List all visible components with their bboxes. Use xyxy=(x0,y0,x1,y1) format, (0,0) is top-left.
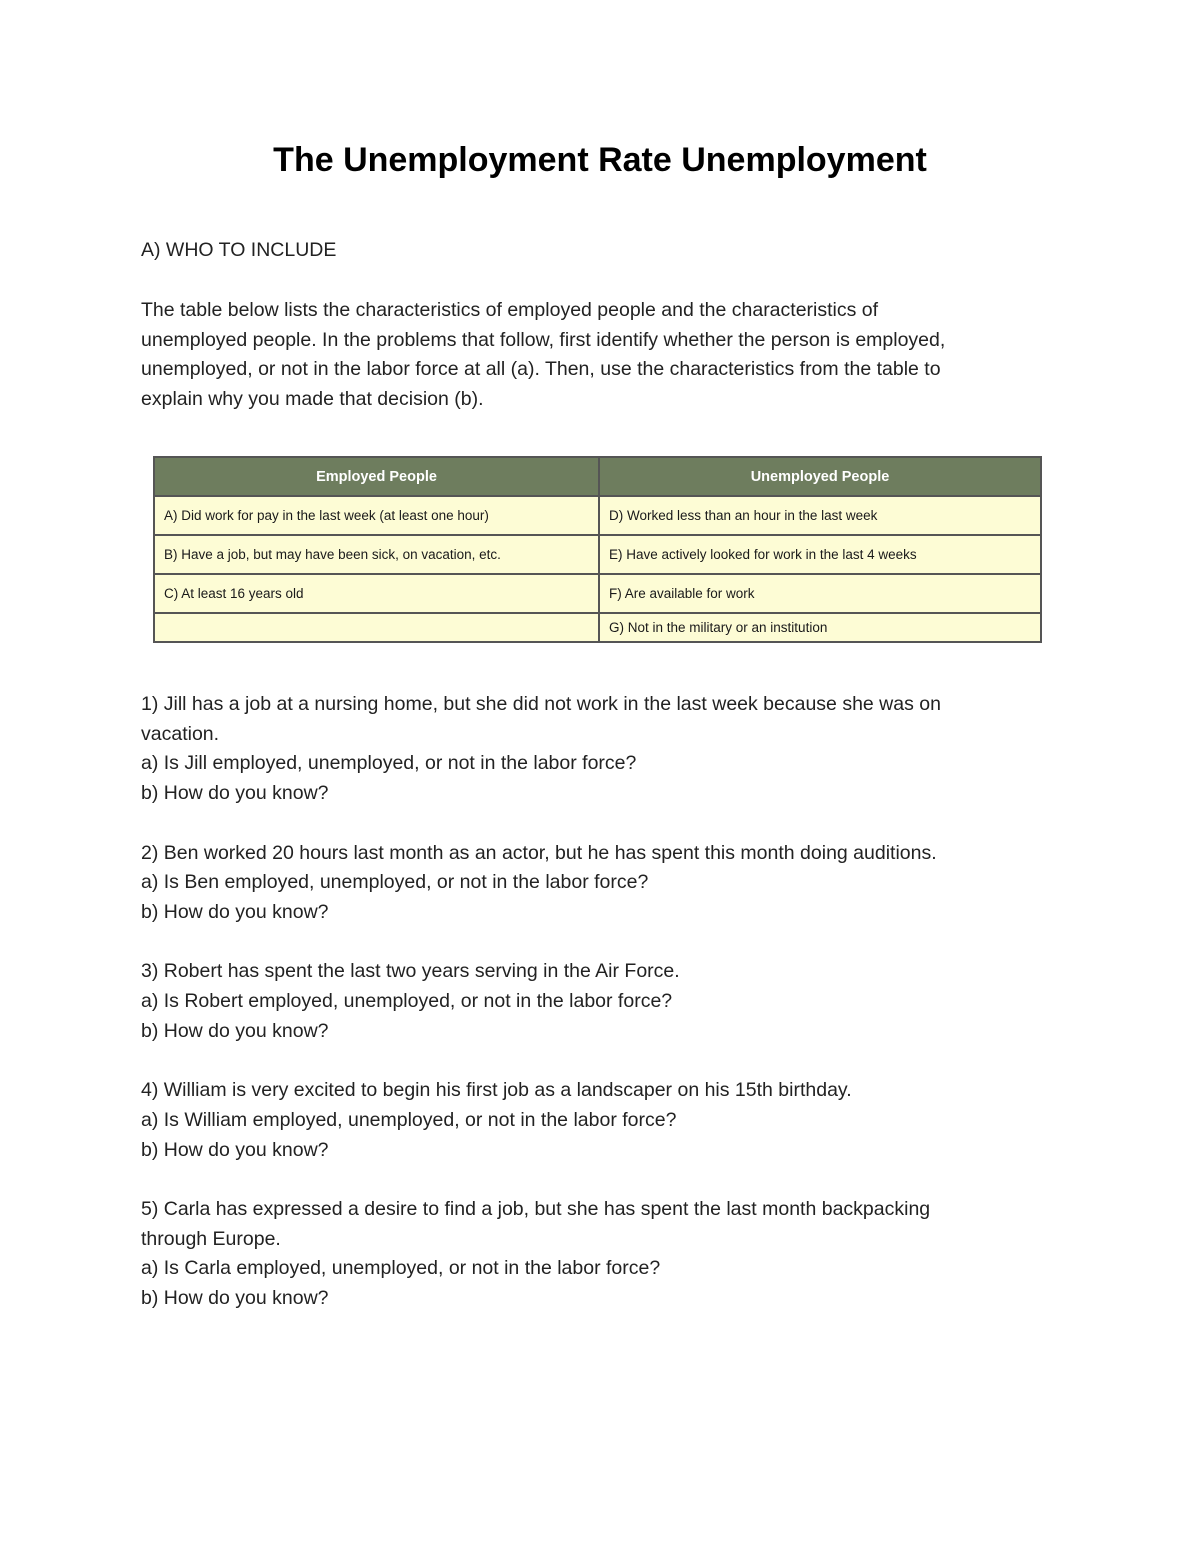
question-line: a) Is Jill employed, unemployed, or not in the labor force? xyxy=(141,752,637,775)
question-line: b) How do you know? xyxy=(141,1138,329,1161)
question-line: a) Is Ben employed, unemployed, or not in the labor force? xyxy=(141,871,649,894)
table-header-unemployed: Unemployed People xyxy=(600,458,1040,495)
question-line: b) How do you know? xyxy=(141,782,329,805)
table-cell: E) Have actively looked for work in the last 4 weeks xyxy=(600,536,1040,573)
question-line: 5) Carla has expressed a desire to find a job, but she has spent the last month backpacking xyxy=(141,1197,931,1220)
question-line: 4) William is very excited to begin his first job as a landscaper on his 15th birthday. xyxy=(141,1079,852,1102)
question-line: 1) Jill has a job at a nursing home, but she did not work in the last week because she was on xyxy=(141,693,941,715)
question-line: b) How do you know? xyxy=(141,1287,329,1309)
table-cell: D) Worked less than an hour in the last week xyxy=(600,497,1040,534)
question-line: a) Is William employed, unemployed, or not in the labor force? xyxy=(141,1108,677,1131)
table-cell: F) Are available for work xyxy=(600,575,1040,612)
question-item xyxy=(141,957,1061,1046)
table-cell: A) Did work for pay in the last week (at least one hour) xyxy=(155,497,598,534)
intro-line: The table below lists the characteristics of employed people and the characteristics of xyxy=(141,299,879,321)
question-line: 2) Ben worked 20 hours last month as an actor, but he has spent this month doing auditions. xyxy=(141,841,937,864)
intro-line: unemployed people. In the problems that follow, first identify whether the person is employed, xyxy=(141,328,946,351)
table-cell-empty xyxy=(155,614,598,641)
question-line: a) Is Robert employed, unemployed, or not in the labor force? xyxy=(141,990,673,1012)
question-line: a) Is Carla employed, unemployed, or not in the labor force? xyxy=(141,1257,661,1280)
page-title: The Unemployment Rate Unemployment xyxy=(273,141,927,179)
section-heading: A) WHO TO INCLUDE xyxy=(141,239,337,261)
table-cell: C) At least 16 years old xyxy=(155,575,598,612)
question-list xyxy=(141,690,1061,1343)
question-line: 3) Robert has spent the last two years serving in the Air Force. xyxy=(141,960,680,983)
question-item xyxy=(141,690,1061,809)
question-line: vacation. xyxy=(141,722,220,745)
question-item xyxy=(141,839,1061,928)
characteristics-table xyxy=(153,456,1042,643)
intro-paragraph xyxy=(141,296,1061,415)
table-cell: B) Have a job, but may have been sick, on vacation, etc. xyxy=(155,536,598,573)
table-cell: G) Not in the military or an institution xyxy=(600,614,1040,641)
table-header-employed: Employed People xyxy=(155,458,598,495)
question-line: b) How do you know? xyxy=(141,900,329,923)
question-item xyxy=(141,1076,1061,1165)
question-item xyxy=(141,1195,1061,1314)
intro-line: explain why you made that decision (b). xyxy=(141,388,484,411)
question-line: through Europe. xyxy=(141,1227,281,1250)
intro-line: unemployed, or not in the labor force at all (a). Then, use the characteristics from the table to xyxy=(141,358,941,381)
question-line: b) How do you know? xyxy=(141,1019,329,1042)
